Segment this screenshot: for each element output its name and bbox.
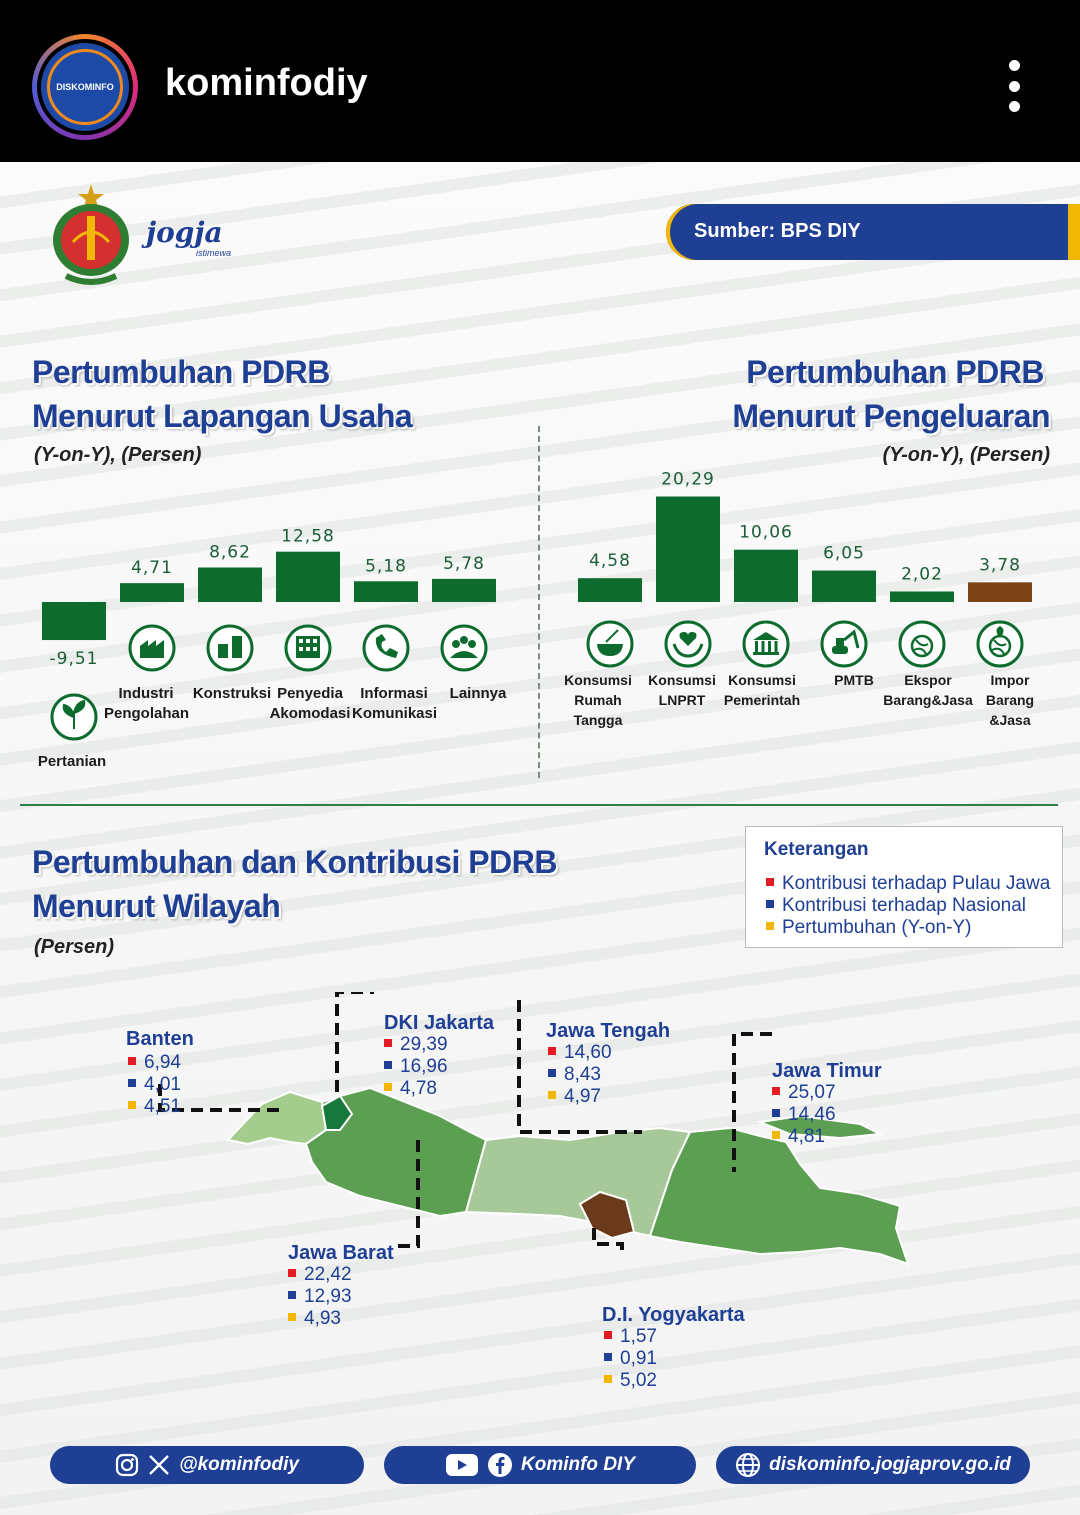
region-val-jabar-growth: 4,93 <box>288 1308 341 1330</box>
section1-title-line2: Menurut Lapangan Usaha <box>32 398 413 434</box>
bar-value-label-ekspor-barang-jasa: 2,02 <box>901 564 943 585</box>
bar-value-label-pertanian: -9,51 <box>49 649 99 670</box>
region-name-di-yogyakarta: D.I. Yogyakarta <box>602 1304 745 1326</box>
category-label-industri-pengolahan: Industri Pengolahan <box>104 685 190 722</box>
category-label-impor-barang-jasa: Impor Barang &Jasa <box>985 672 1035 728</box>
legend-item-pulau-jawa: Kontribusi terhadap Pulau Jawa <box>766 873 1050 895</box>
bar-ekspor-barang-jasa <box>890 591 954 602</box>
category-label-lainnya: Lainnya <box>449 685 507 702</box>
bar-konsumsi-pemerintah <box>734 550 798 602</box>
region-val-jabar-jawa: 22,42 <box>288 1264 352 1286</box>
section-divider-vertical <box>538 426 540 778</box>
bar-pertanian <box>42 602 106 640</box>
food-bowl-icon <box>588 622 632 666</box>
region-val-jateng-growth: 4,97 <box>548 1086 601 1108</box>
bar-lainnya <box>432 579 496 602</box>
region-name-jawa-timur: Jawa Timur <box>772 1060 882 1082</box>
region-val-diy-jawa: 1,57 <box>604 1326 657 1348</box>
section3-subtitle: (Persen) <box>34 936 115 958</box>
bar-value-label-informasi-komunikasi: 5,18 <box>365 556 407 577</box>
region-val-jatim-jawa: 25,07 <box>772 1082 836 1104</box>
username-link[interactable]: kominfodiy <box>165 62 368 104</box>
footer-website-pill[interactable] <box>716 1446 1030 1484</box>
category-label-penyedia-akomodasi: Penyedia Akomodasi <box>269 685 351 722</box>
excavator-icon <box>822 622 866 666</box>
footer-channel-pill[interactable] <box>384 1446 696 1484</box>
post-header <box>0 0 1080 162</box>
youtube-icon <box>445 1453 479 1477</box>
region-val-banten-nasional: 4,01 <box>128 1074 181 1096</box>
map-region-jawa-timur <box>650 1128 908 1264</box>
footer-social-handle: @kominfodiy <box>179 1454 299 1475</box>
phone-icon <box>364 626 408 670</box>
construction-icon <box>208 626 252 670</box>
avatar[interactable] <box>32 34 138 140</box>
more-options-icon[interactable] <box>1003 60 1025 112</box>
jogja-logo: jogja <box>146 216 223 249</box>
bar-value-label-konsumsi-pemerintah: 10,06 <box>739 522 793 543</box>
bar-konstruksi <box>198 568 262 602</box>
x-twitter-icon <box>147 1453 171 1477</box>
post-image <box>0 162 1080 1515</box>
region-name-jawa-barat: Jawa Barat <box>288 1242 394 1264</box>
region-val-diy-growth: 5,02 <box>604 1370 657 1392</box>
hands-heart-icon <box>666 622 710 666</box>
region-val-jabar-nasional: 12,93 <box>288 1286 352 1308</box>
region-val-dki-growth: 4,78 <box>384 1078 437 1100</box>
section2-subtitle: (Y-on-Y), (Persen) <box>882 444 1050 466</box>
people-icon <box>442 626 486 670</box>
instagram-icon <box>115 1453 139 1477</box>
hotel-icon <box>286 626 330 670</box>
region-val-jatim-nasional: 14,46 <box>772 1104 836 1126</box>
facebook-icon <box>487 1452 513 1478</box>
category-label-konsumsi-lnprt: Konsumsi LNPRT <box>648 672 716 708</box>
section1-title-line1: Pertumbuhan PDRB <box>32 354 330 390</box>
jogja-seal-icon <box>48 182 134 288</box>
globe-icon <box>735 1452 761 1478</box>
source-text: Sumber: BPS DIY <box>694 220 861 242</box>
region-val-jateng-jawa: 14,60 <box>548 1042 612 1064</box>
bar-informasi-komunikasi <box>354 581 418 602</box>
export-globe-icon <box>900 622 944 666</box>
bar-value-label-konsumsi-rumah-tangga: 4,58 <box>589 551 631 572</box>
category-label-pmtb: PMTB <box>834 672 874 688</box>
chart-lapangan-usaha <box>20 482 520 782</box>
factory-icon <box>130 626 174 670</box>
bar-value-label-penyedia-akomodasi: 12,58 <box>281 526 335 547</box>
category-label-pertanian: Pertanian <box>37 753 107 770</box>
region-val-banten-growth: 4,51 <box>128 1096 181 1118</box>
section2-title-line2: Menurut Pengeluaran <box>732 398 1050 434</box>
section3-title-line1: Pertumbuhan dan Kontribusi PDRB <box>32 844 557 880</box>
jogja-logo-sub: istimewa <box>196 248 232 258</box>
region-name-banten: Banten <box>126 1028 194 1050</box>
section3-title-line2: Menurut Wilayah <box>32 888 281 924</box>
source-badge <box>666 204 1080 260</box>
section-divider-horizontal <box>20 804 1058 806</box>
bar-value-label-konstruksi: 8,62 <box>209 542 251 563</box>
region-val-diy-nasional: 0,91 <box>604 1348 657 1370</box>
legend-title: Keterangan <box>764 839 869 860</box>
category-label-informasi-komunikasi: Informasi Komunikasi <box>352 685 438 722</box>
bar-value-label-konsumsi-lnprt: 20,29 <box>661 469 715 490</box>
legend-item-nasional: Kontribusi terhadap Nasional <box>766 895 1026 917</box>
category-label-ekspor-barang-jasa: Ekspor Barang&Jasa <box>883 672 973 708</box>
bar-value-label-impor-barang-jasa: 3,78 <box>979 555 1021 576</box>
category-label-konsumsi-rumah-tangga: Konsumsi Rumah Tangga <box>564 672 632 728</box>
avatar-label: DISKOMINFO <box>56 82 114 92</box>
footer-website-url: diskominfo.jogjaprov.go.id <box>769 1454 1011 1475</box>
bar-value-label-lainnya: 5,78 <box>443 553 485 574</box>
government-building-icon <box>744 622 788 666</box>
bar-konsumsi-lnprt <box>656 496 720 602</box>
category-label-konsumsi-pemerintah: Konsumsi Pemerintah <box>723 672 801 708</box>
footer-social-pill[interactable] <box>50 1446 364 1484</box>
bar-industri-pengolahan <box>120 583 184 602</box>
import-location-icon <box>978 622 1022 666</box>
category-label-konstruksi: Konstruksi <box>192 685 272 702</box>
region-val-dki-jawa: 29,39 <box>384 1034 448 1056</box>
bar-impor-barang-jasa <box>968 582 1032 602</box>
region-name-jawa-tengah: Jawa Tengah <box>546 1020 671 1042</box>
region-val-banten-jawa: 6,94 <box>128 1052 181 1074</box>
footer-channel-name: Kominfo DIY <box>521 1454 635 1475</box>
bar-konsumsi-rumah-tangga <box>578 578 642 602</box>
legend-item-pertumbuhan: Pertumbuhan (Y-on-Y) <box>766 917 971 939</box>
region-val-jatim-growth: 4,81 <box>772 1126 825 1148</box>
map-region-banten <box>228 1092 326 1144</box>
section1-subtitle: (Y-on-Y), (Persen) <box>34 444 202 466</box>
plant-icon <box>52 695 96 739</box>
bar-value-label-industri-pengolahan: 4,71 <box>131 558 173 579</box>
legend-box <box>745 826 1063 948</box>
bar-penyedia-akomodasi <box>276 552 340 602</box>
section2-title-line1: Pertumbuhan PDRB <box>746 354 1044 390</box>
region-name-dki-jakarta: DKI Jakarta <box>384 1012 495 1034</box>
bar-pmtb <box>812 571 876 602</box>
region-val-dki-nasional: 16,96 <box>384 1056 448 1078</box>
region-val-jateng-nasional: 8,43 <box>548 1064 601 1086</box>
bar-value-label-pmtb: 6,05 <box>823 543 865 564</box>
